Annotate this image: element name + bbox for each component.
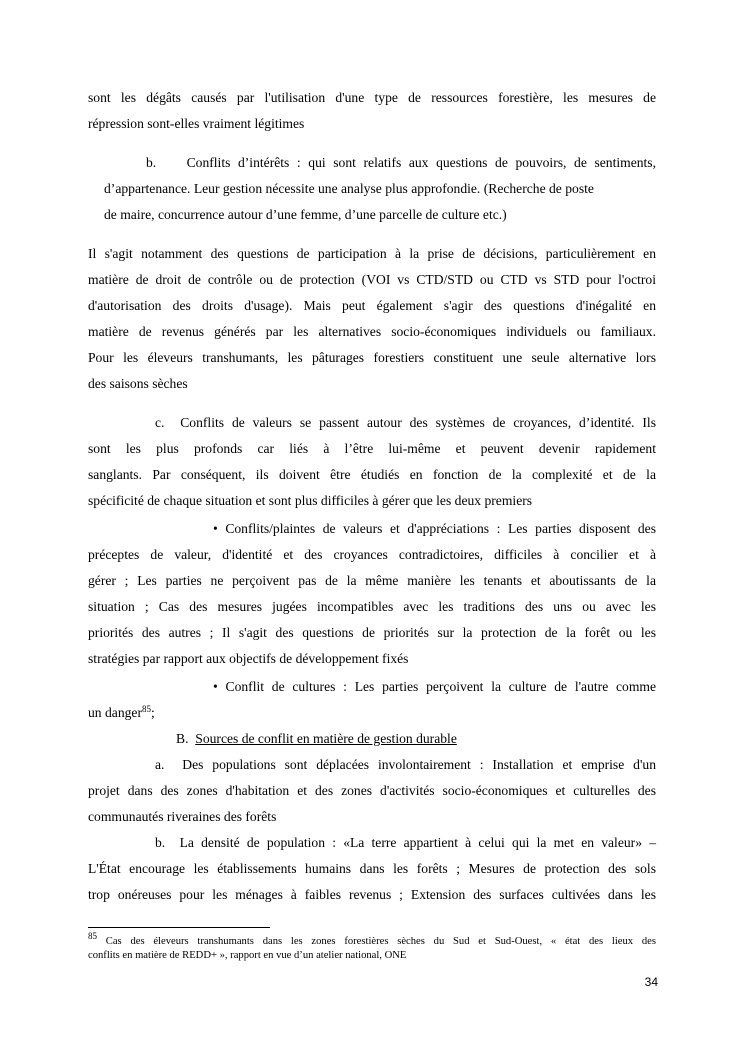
- section-title: Sources de conflit en matière de gestion durable: [195, 731, 457, 746]
- text-line: répression sont-elles vraiment légitimes: [88, 116, 305, 131]
- page-number: 34: [644, 975, 658, 989]
- bullet-item-conflit-cultures: • Conflit de cultures : Les parties perçoivent la culture de l'autre comme: [213, 679, 656, 694]
- text-line: sont les plus profonds car liés à l’être lui-même et peuvent devenir rapidement: [88, 441, 656, 456]
- footnote-separator: [88, 927, 270, 928]
- footnote-reference[interactable]: 85: [141, 704, 151, 714]
- text-line: [88, 705, 656, 721]
- text-line: de maire, concurrence autour d’une femme, d’une parcelle de culture etc.): [104, 207, 507, 222]
- text-line: spécificité de chaque situation et sont plus difficiles à gérer que les deux premiers: [88, 493, 533, 508]
- footnote-number: 85: [88, 931, 97, 941]
- text-line: matière de droit de contrôle ou de protection (VOI vs CTD/STD ou CTD vs STD pour l'octroi: [88, 272, 656, 287]
- list-item-a-populations: a. Des populations sont déplacées involontairement : Installation et emprise d'un: [155, 757, 656, 772]
- text-line: gérer ; Les parties ne perçoivent pas de la même manière les tenants et aboutissants de la: [88, 573, 656, 588]
- text-line: des saisons sèches: [88, 376, 188, 391]
- footnote-text: Cas des éleveurs transhumants dans les zones forestières sèches du Sud et Sud-Ouest, « état des lieux des: [105, 936, 656, 947]
- text-line: communautés riveraines des forêts: [88, 809, 277, 824]
- text-line: projet dans des zones d'habitation et des zones d'activités socio-économiques et culturelles des: [88, 783, 656, 798]
- list-item-c-conflits-valeurs: c. Conflits de valeurs se passent autour des systèmes de croyances, d’identité. Ils: [155, 415, 656, 430]
- text-line: sanglants. Par conséquent, ils doivent être étudiés en fonction de la complexité et de la: [88, 467, 656, 482]
- text-line: trop onéreuses pour les ménages à faibles revenus ; Extension des surfaces cultivées dans les: [88, 887, 656, 902]
- text-line: d'autorisation des droits d'usage). Mais peut également s'agir des questions d'inégalité en: [88, 298, 656, 313]
- bullet-item-conflits-plaintes: • Conflits/plaintes de valeurs et d'appréciations : Les parties disposent des: [213, 521, 656, 536]
- list-item-b-conflits-interets: b. Conflits d’intérêts : qui sont relatifs aux questions de pouvoirs, de sentiments,: [146, 155, 656, 170]
- text-line: sont les dégâts causés par l'utilisation d'une type de ressources forestière, les mesures de: [88, 90, 656, 105]
- text-line: préceptes de valeur, d'identité et des croyances contradictoires, difficiles à concilier et à: [88, 547, 656, 562]
- section-heading-b: [176, 731, 656, 747]
- text-line: L'État encourage les établissements humains dans les forêts ; Mesures de protection des sols: [88, 861, 656, 876]
- section-letter: B.: [176, 731, 196, 746]
- list-item-b-densite: b. La densité de population : «La terre appartient à celui qui la met en valeur» –: [155, 835, 656, 850]
- text-span: un danger: [88, 705, 142, 720]
- text-line: d’appartenance. Leur gestion nécessite une analyse plus approfondie. (Recherche de poste: [104, 181, 594, 196]
- footnote-line: conflits en matière de REDD+ », rapport en vue d’un atelier national, ONE: [88, 950, 407, 961]
- text-line: priorités des autres ; Il s'agit des questions de priorités sur la protection de la forêt ou les: [88, 625, 656, 640]
- text-line: Il s'agit notamment des questions de participation à la prise de décisions, particulièrement en: [88, 246, 656, 261]
- text-line: situation ; Cas des mesures jugées incompatibles avec les traditions des uns ou avec les: [88, 599, 656, 614]
- text-span: ;: [150, 705, 155, 720]
- text-line: stratégies par rapport aux objectifs de développement fixés: [88, 651, 409, 666]
- text-line: matière de revenus générés par les alternatives socio-économiques individuels ou familiaux.: [88, 324, 656, 339]
- text-line: Pour les éleveurs transhumants, les pâturages forestiers constituent une seule alternative lors: [88, 350, 656, 365]
- footnote: [88, 931, 656, 948]
